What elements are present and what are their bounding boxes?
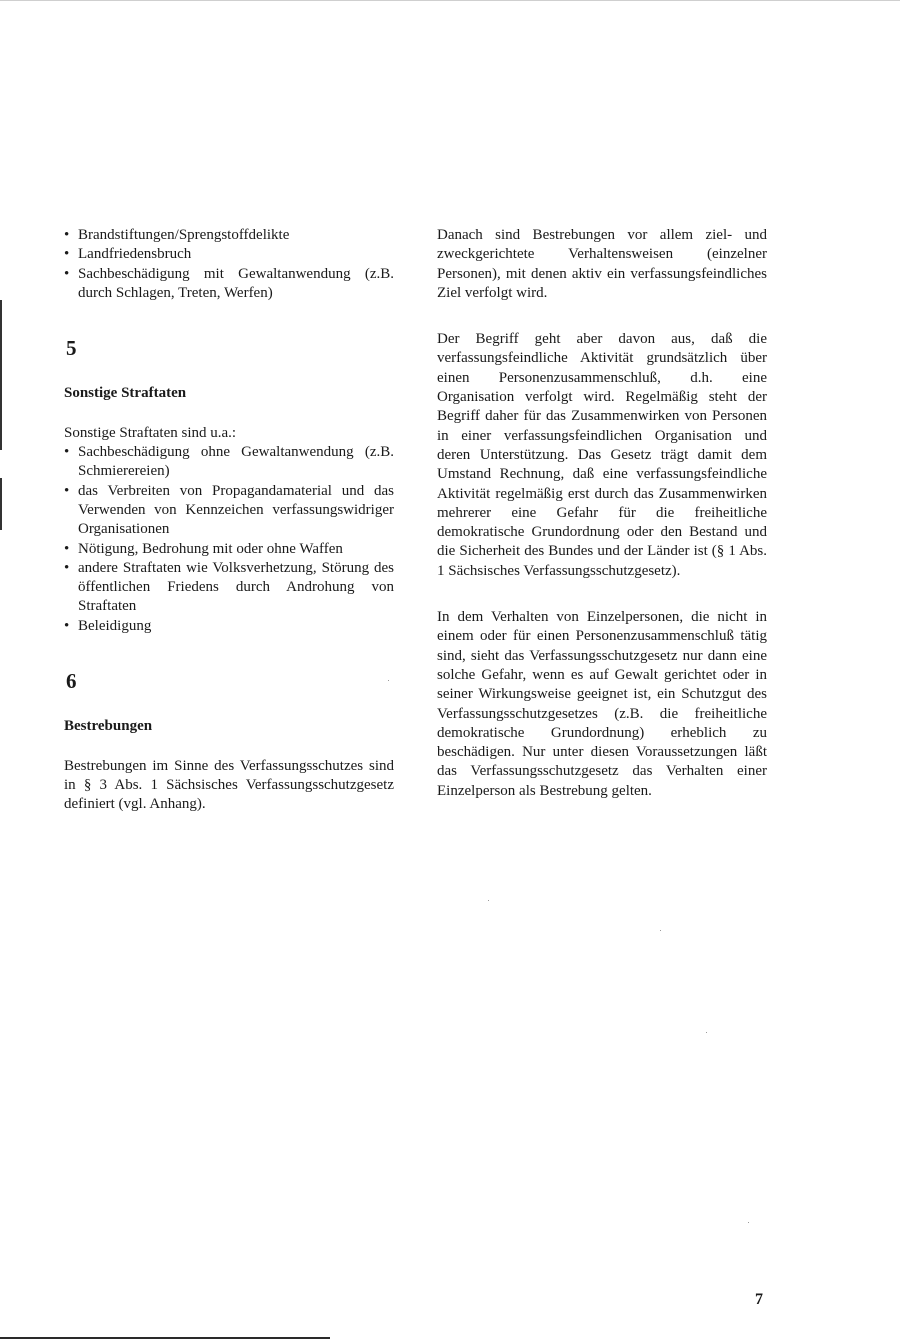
section-number: 6	[66, 669, 77, 694]
right-column	[437, 226, 767, 801]
left-column	[64, 226, 394, 815]
scan-edge-mark	[0, 478, 2, 530]
section-bullet-list	[64, 443, 394, 636]
scan-speck	[660, 930, 661, 931]
body-paragraph: Danach sind Bestrebungen vor allem ziel- und zweckgerichtete Verhaltensweisen (einzelner Personen), mit denen aktiv ein verfassungsfeindliches Ziel verfolgt wird.	[437, 227, 767, 301]
section-intro: Sonstige Straftaten sind u.a.:	[64, 424, 237, 441]
list-item: • Brandstiftungen/Sprengstoffdelikte	[64, 226, 394, 245]
list-item: • das Verbreiten von Propagandamaterial und das Verwenden von Kennzeichen verfassungswidriger Organisationen	[64, 482, 394, 540]
page-number: 7	[755, 1291, 763, 1308]
scan-speck	[388, 680, 389, 681]
body-paragraph: In dem Verhalten von Einzelpersonen, die nicht in einem oder für einen Personenzusammenschluß tätig sind, sieht das Verfassungsschutzgesetz nur dann eine solche Gefahr, wenn es auf Gewalt gerichtet oder in seiner Wirkungsweise geeignet ist, ein Schutzgut des Verfassungsschutzgesetzes (z.B. die freiheitliche demokratische Grundordnung) erheblich zu beschädigen. Nur unter diesen Voraussetzungen läßt das Verfassungsschutzgesetz das Verhalten einer Einzelperson als Bestrebung gelten.	[437, 609, 767, 799]
list-item: • Nötigung, Bedrohung mit oder ohne Waffen	[64, 540, 394, 559]
scan-edge-mark	[0, 300, 2, 450]
top-bullet-list	[64, 226, 394, 303]
scan-speck	[706, 1032, 707, 1033]
list-item: • Sachbeschädigung mit Gewaltanwendung (z.B. durch Schlagen, Treten, Werfen)	[64, 265, 394, 304]
section-number: 5	[66, 336, 77, 361]
top-scan-edge	[0, 0, 900, 1]
list-item: • Landfriedensbruch	[64, 245, 394, 264]
list-item: • Sachbeschädigung ohne Gewaltanwendung (z.B. Schmierereien)	[64, 443, 394, 482]
section-paragraph: Bestrebungen im Sinne des Verfassungsschutzes sind in § 3 Abs. 1 Sächsisches Verfassungsschutzgesetz definiert (vgl. Anhang).	[64, 757, 394, 813]
scan-speck	[488, 900, 489, 901]
list-item: • Beleidigung	[64, 617, 394, 636]
body-paragraph: Der Begriff geht aber davon aus, daß die verfassungsfeindliche Aktivität grundsätzlich über einen Personenzusammenschluß, d.h. eine Organisation verfolgt wird. Regelmäßig steht der Begriff daher für das Zusammenwirken von Personen in einer verfassungsfeindlichen Organisation und deren Unterstützung. Das Gesetz trägt damit dem Umstand Rechnung, daß eine verfassungsfeindliche Aktivität regelmäßig erst durch das Zusammenwirken mehrerer eine Gefahr für die freiheitliche demokratische Grundordnung oder den Bestand und die Sicherheit des Bundes und der Länder ist (§ 1 Abs. 1 Sächsisches Verfassungsschutzgesetz).	[437, 331, 767, 579]
list-item: • andere Straftaten wie Volksverhetzung, Störung des öffentlichen Friedens durch Androhung von Straftaten	[64, 559, 394, 617]
section-title: Bestrebungen	[64, 718, 153, 735]
section-title: Sonstige Straftaten	[64, 385, 187, 402]
scan-speck	[748, 1222, 749, 1223]
bottom-scan-edge	[0, 1337, 330, 1339]
